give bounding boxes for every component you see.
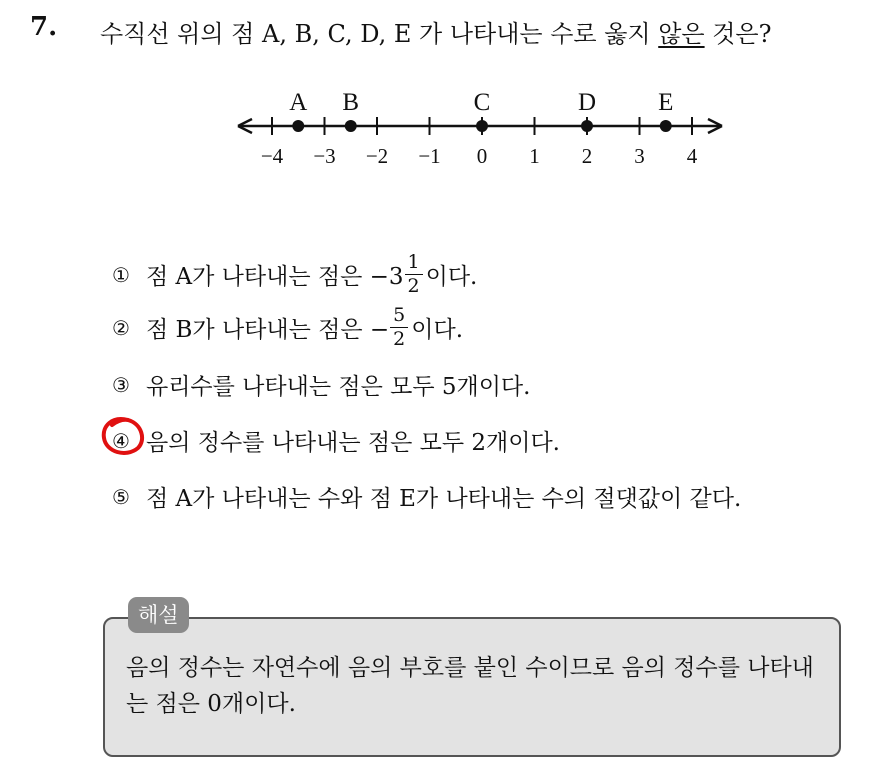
option-4[interactable] <box>108 424 560 457</box>
number-line <box>230 80 730 170</box>
fraction-denominator: 2 <box>407 275 420 297</box>
option-text: 음의 정수를 나타내는 점은 모두 2개이다. <box>146 430 560 456</box>
option-marker: ⑤ <box>112 484 130 509</box>
option-text: 유리수를 나타내는 점은 모두 5개이다. <box>146 374 531 400</box>
solution-text: 음의 정수는 자연수에 음의 부호를 붙인 수이므로 음의 정수를 나타내는 점은 0개이다. <box>126 655 814 717</box>
option-2[interactable] <box>108 306 463 349</box>
option-1[interactable] <box>108 253 477 296</box>
question-text-after: 것은? <box>704 20 772 48</box>
option-text: 점 A가 나타내는 점은 −3 <box>146 264 404 290</box>
tick-label: 1 <box>529 144 540 168</box>
option-text-end: 이다. <box>411 317 464 343</box>
tick-label: −1 <box>418 144 441 168</box>
option-5[interactable] <box>108 480 741 513</box>
point-label-b: B <box>342 89 360 116</box>
tick-label: 3 <box>634 144 645 168</box>
point-label-c: C <box>473 89 491 116</box>
question-number: 7. <box>30 12 58 42</box>
fraction-denominator: 2 <box>393 328 406 350</box>
option-marker: ② <box>112 315 130 340</box>
fraction-numerator: 5 <box>390 306 408 328</box>
question-text-before: 수직선 위의 점 A, B, C, D, E 가 나타내는 수로 옳지 <box>100 20 659 48</box>
fraction <box>405 253 423 296</box>
point-label-e: E <box>658 89 674 116</box>
option-text: 점 A가 나타내는 수와 점 E가 나타내는 수의 절댓값이 같다. <box>146 486 742 512</box>
option-text: 점 B가 나타내는 점은 − <box>146 317 390 343</box>
point-dot-a <box>292 120 304 132</box>
tick-label: −3 <box>313 144 336 168</box>
fraction <box>390 306 408 349</box>
tick-label: −2 <box>365 144 389 168</box>
point-label-d: D <box>577 89 597 116</box>
option-3[interactable] <box>108 368 530 401</box>
option-text-end: 이다. <box>425 264 478 290</box>
fraction-numerator: 1 <box>405 253 423 275</box>
point-label-a: A <box>289 89 308 116</box>
question-underlined-word: 않은 <box>658 20 705 48</box>
point-dot-d <box>581 120 593 132</box>
tick-label: 2 <box>581 144 593 168</box>
point-dot-e <box>660 120 672 132</box>
point-dot-b <box>345 120 357 132</box>
option-marker: ③ <box>112 372 130 397</box>
answer-circle-mark <box>98 414 148 460</box>
question-text <box>100 14 771 49</box>
tick-label: 4 <box>686 144 698 168</box>
option-marker: ④ <box>112 428 130 453</box>
point-dot-c <box>476 120 488 132</box>
option-marker: ① <box>112 262 130 287</box>
tick-label: 0 <box>476 144 488 168</box>
solution-tag: 해설 <box>128 597 189 633</box>
tick-label: −4 <box>260 144 284 168</box>
